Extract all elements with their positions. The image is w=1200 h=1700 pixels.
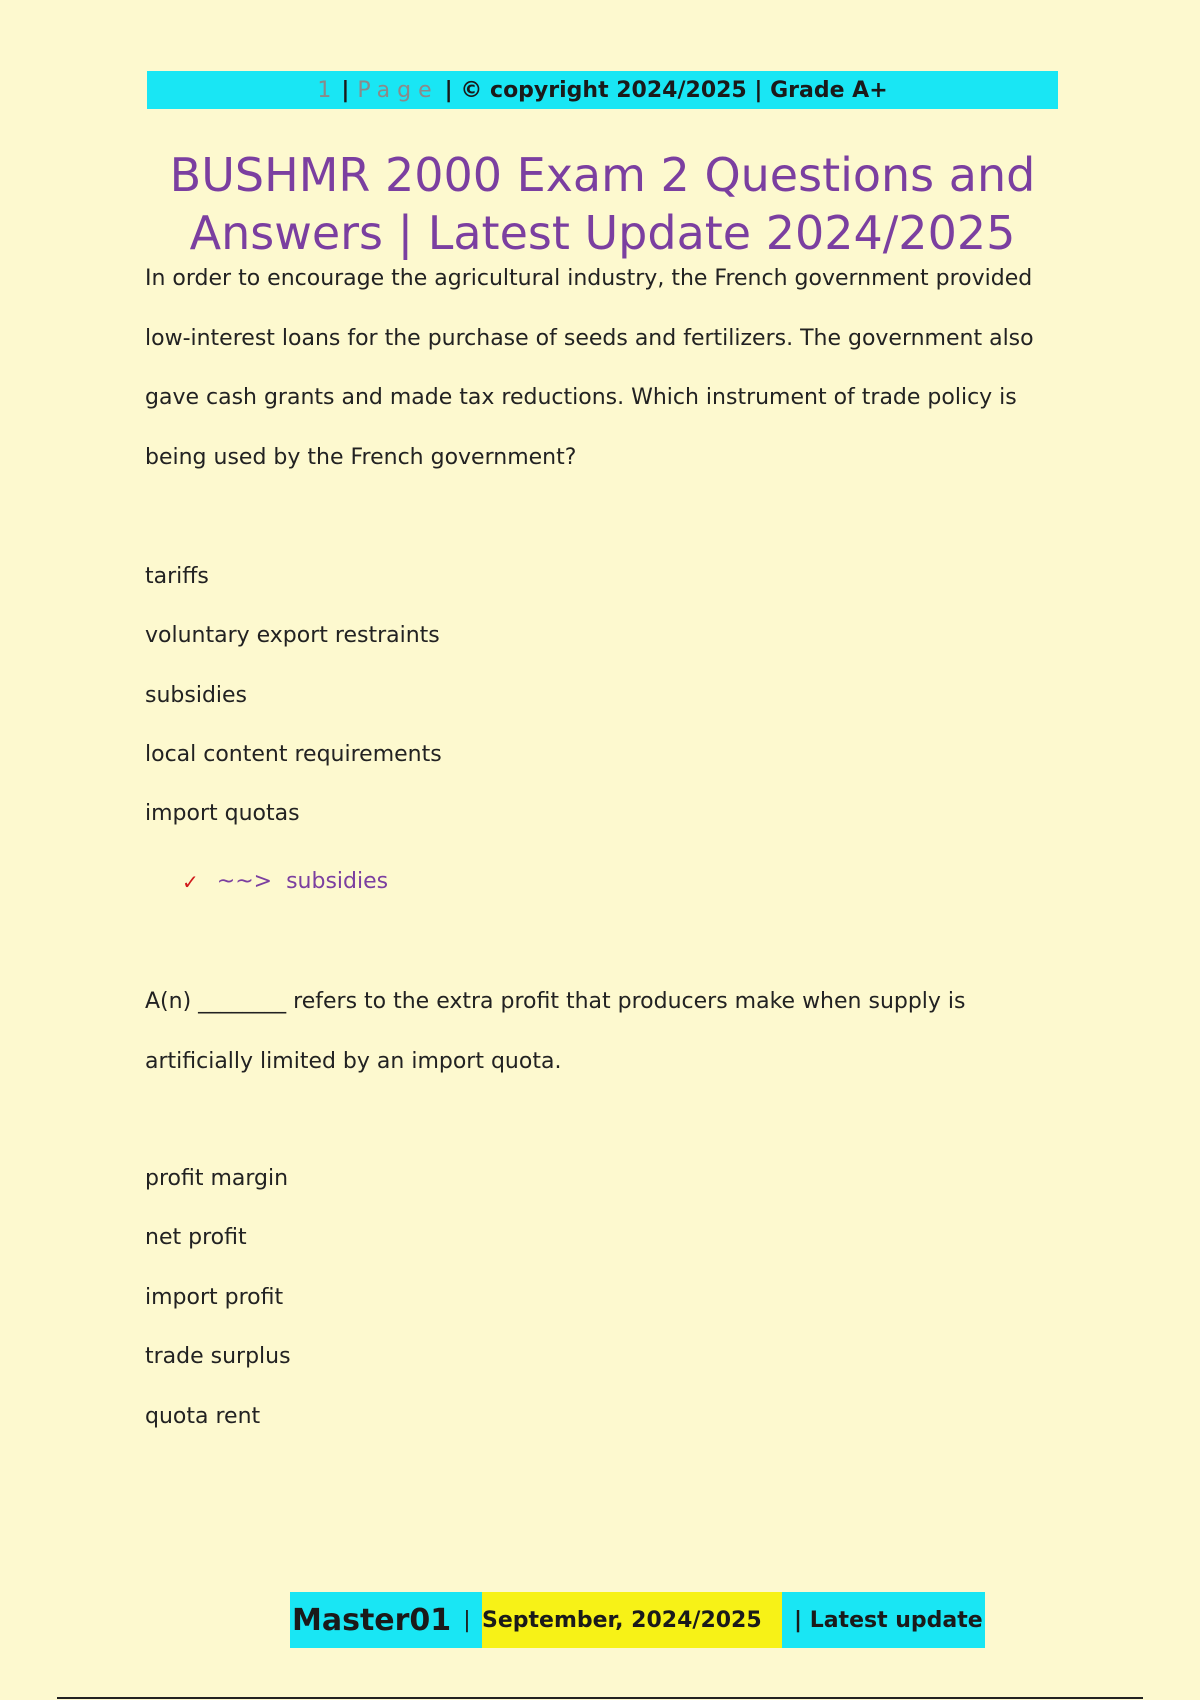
page-separator: |: [341, 77, 350, 103]
footer-separator: |: [463, 1607, 471, 1633]
check-icon: ✓: [182, 870, 199, 894]
brand-name: Master01: [292, 1602, 452, 1638]
page-number: 1: [317, 77, 332, 103]
question-1-answer: [182, 867, 388, 897]
question-1-option: subsidies: [145, 683, 248, 708]
footer-update: [782, 1592, 985, 1648]
question-2-text: A(n) ________ refers to the extra profit that producers make when supply is artificially limited by an import quota.: [145, 989, 966, 1074]
question-2-option: net profit: [145, 1225, 247, 1250]
question-1-option: voluntary export restraints: [145, 623, 440, 648]
question-2-option: quota rent: [145, 1404, 261, 1429]
page-header: [147, 71, 1058, 109]
answer-text: subsidies: [286, 869, 389, 894]
question-1-text: In order to encourage the agricultural industry, the French government provided low-interest loans for the purchase of seeds and fertilizers. The government also gave cash grants and made tax reductions. Which instrument of trade policy is being used by the French government?: [145, 266, 1034, 470]
question-2-option: trade surplus: [145, 1344, 291, 1369]
question-1-option: tariffs: [145, 564, 209, 589]
question-1-option: import quotas: [145, 801, 300, 826]
answer-arrow: ~~>: [216, 869, 273, 894]
bottom-rule: [57, 1697, 1143, 1699]
copyright-text: | © copyright 2024/2025 | Grade A+: [444, 77, 888, 103]
question-2-option: import profit: [145, 1285, 284, 1310]
footer-brand: [290, 1592, 482, 1648]
page-word: Page: [357, 77, 439, 103]
question-1-option: local content requirements: [145, 742, 442, 767]
footer-date: [482, 1592, 782, 1648]
footer-date-text: September, 2024/2025: [482, 1607, 762, 1633]
document-title: BUSHMR 2000 Exam 2 Questions and Answers | Latest Update 2024/2025: [169, 148, 1036, 260]
question-2-option: profit margin: [145, 1166, 289, 1191]
footer-update-text: | Latest update: [794, 1607, 983, 1633]
